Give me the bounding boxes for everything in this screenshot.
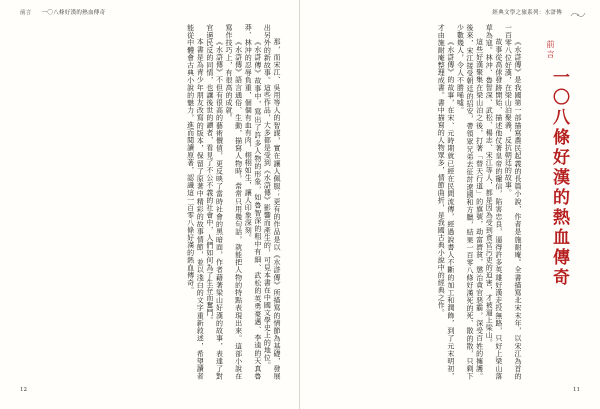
paragraph: 故事從高俅發跡開始，描述他仗著皇帝的寵信，陷害忠良，逼得許多英雄好漢走投無路，只好上梁山落草為寇。林沖、魯智深、武松、楊志、宋江等人，都是因為受到貪官污吏的迫害，才被逼上梁山。 — [485, 24, 503, 380]
right-running-header: 經典文學之旅系列：水滸傳 — [492, 10, 562, 16]
right-page-number: 11 — [573, 387, 580, 393]
paragraph: 這些好漢聚集在梁山泊之後，打著「替天行道」的旗號，劫富濟貧，懲治貪官惡霸，深受百姓的擁護。後來，宋江接受朝廷的招安，帶領眾兄弟去征討遼國和方臘，結果一百零八條好漢死的死、散的散，只剩下少數幾人，令人不勝唏噓。 — [456, 24, 484, 380]
left-page-number: 12 — [20, 387, 27, 393]
header-section-title: 一〇八條好漢的熱血傳奇 — [41, 10, 106, 16]
header-page-label: 前言 — [20, 10, 32, 16]
paragraph: 《水滸傳》是我國第一部描寫農民起義的長篇小說，作者是施耐庵。全書描寫北宋末年，以宋江為首的一百零八位好漢，在梁山泊聚義，反抗朝廷的故事。 — [504, 24, 522, 380]
paragraph: 《水滸傳》的故事，在宋、元時期就已經在民間流傳，經過說書人不斷的加工和潤飾，到了元末明初，才由施耐庵整理成書。書中描寫的人物眾多，情節曲折，是我國古典小說中的經典之作。 — [437, 24, 455, 380]
left-body-text — [19, 24, 281, 380]
paragraph: 《水滸傳》故事中，寫出了許多人物的形象，如魯智深的粗中有細、武松的英勇豪邁、李逵的天真魯莽、林沖的忍辱負重，個個有血有肉，栩栩如生，讓人印象深刻。 — [244, 24, 262, 380]
ornament-icon — [570, 10, 586, 19]
paragraph: 本書是為青少年朋友改寫的版本，保留了原著中精彩的故事情節，並以淺白的文字重新敘述，希望讀者能從中體會古典小說的魅力，進而閱讀原著，認識這一百零八條好漢的熱血傳奇。 — [186, 24, 205, 380]
right-body-text — [326, 24, 522, 380]
chapter-tag: 前言 — [546, 40, 555, 60]
chapter-heading — [528, 40, 580, 360]
chapter-title: 一〇八條好漢的熱血傳奇 — [549, 68, 569, 288]
left-running-header — [20, 8, 105, 16]
right-page — [300, 0, 600, 409]
paragraph: 《水滸傳》不但有很高的藝術價值，更反映了當時社會的黑暗面，作者藉著梁山好漢的故事，表達了對官逼民反的同情，也讓後世的讀者，看見了不公不義的社會中，人們如何為了生存而奮鬥。 — [205, 24, 224, 380]
paragraph: 那，而宋江、吳用等人的智謀，實在讓人佩服；更有的作品是以《水滸傳》所描寫的情節為基礎，發展出另外的新故事。這些作品，大多都是受到《水滸傳》影響而產生的，可見本書在中國文學史上的地位。 — [263, 24, 281, 380]
paragraph: 《水滸傳》語言通俗、生動，描寫人物時，常常只用幾句話，就能把人物的特點表現出來。這部小說在寫作技巧上，有很高的成就。 — [225, 24, 243, 380]
